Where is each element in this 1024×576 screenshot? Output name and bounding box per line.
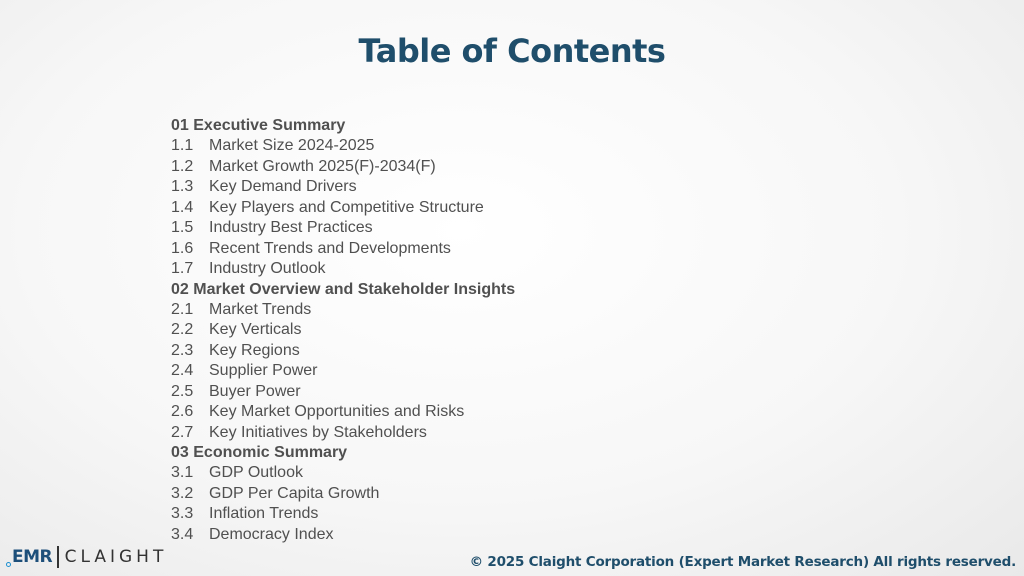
toc-item: [171, 402, 731, 422]
toc-item-label: Democracy Index: [209, 525, 334, 543]
toc-item-label: GDP Per Capita Growth: [209, 484, 380, 502]
toc-item: [171, 361, 731, 381]
toc-item: [171, 157, 731, 177]
toc-section-heading: 03 Economic Summary: [171, 444, 348, 461]
toc-section-heading: 02 Market Overview and Stakeholder Insights: [171, 280, 516, 298]
toc-item-label: Industry Outlook: [209, 260, 326, 278]
page-title: Table of Contents: [358, 32, 666, 70]
toc-item: [171, 320, 731, 340]
toc-item-number: 1.3: [171, 178, 194, 196]
toc-item-number: 2.2: [171, 321, 194, 339]
toc-item: [171, 341, 731, 361]
toc-item-label: Industry Best Practices: [209, 219, 373, 237]
toc-item: [171, 218, 731, 238]
toc-item-label: Key Verticals: [209, 321, 302, 339]
toc-section-heading: 01 Executive Summary: [171, 117, 346, 134]
toc-item-label: Supplier Power: [209, 362, 318, 380]
toc-item-number: 1.6: [171, 239, 194, 257]
logo-emr-text: EMR: [12, 547, 53, 567]
toc-item-label: Recent Trends and Developments: [209, 239, 451, 257]
company-logo: [6, 542, 167, 572]
logo-dot-icon: [6, 562, 11, 567]
toc-item-number: 3.3: [171, 505, 194, 523]
toc-item-number: 3.1: [171, 464, 194, 482]
toc-item-label: Key Initiatives by Stakeholders: [209, 423, 427, 441]
toc-item-number: 2.7: [171, 423, 194, 441]
toc-item-number: 1.5: [171, 219, 194, 237]
toc-item: [171, 382, 731, 402]
toc-item: [171, 136, 731, 156]
toc-item-label: GDP Outlook: [209, 464, 303, 482]
copyright-footer: © 2025 Claight Corporation (Expert Market Research) All rights reserved.: [469, 554, 1016, 570]
toc-item-number: 1.4: [171, 198, 194, 216]
toc-item-number: 2.3: [171, 341, 194, 359]
toc-item: [171, 463, 731, 483]
toc-item-label: Inflation Trends: [209, 505, 319, 523]
table-of-contents: [171, 116, 731, 545]
logo-claight: CLAIGHT: [64, 547, 168, 567]
toc-item: [171, 423, 731, 443]
toc-item-number: 2.4: [171, 362, 194, 380]
toc-item: [171, 484, 731, 504]
toc-item: [171, 504, 731, 524]
toc-item-label: Market Growth 2025(F)-2034(F): [209, 157, 436, 175]
toc-item-number: 3.2: [171, 484, 194, 502]
logo-separator: [57, 546, 59, 568]
toc-item-number: 2.5: [171, 382, 194, 400]
logo-emr: [6, 547, 52, 567]
toc-item: [171, 239, 731, 259]
toc-item-number: 1.2: [171, 157, 194, 175]
toc-item-label: Key Regions: [209, 341, 300, 359]
toc-item: [171, 300, 731, 320]
toc-item-label: Market Size 2024-2025: [209, 137, 375, 155]
toc-item-label: Key Market Opportunities and Risks: [209, 403, 465, 421]
toc-item-number: 1.7: [171, 260, 194, 278]
toc-item: [171, 177, 731, 197]
toc-item: [171, 198, 731, 218]
toc-item-label: Key Players and Competitive Structure: [209, 198, 484, 216]
toc-item-number: 3.4: [171, 525, 194, 543]
toc-item-label: Key Demand Drivers: [209, 178, 357, 196]
toc-item-label: Market Trends: [209, 300, 312, 318]
toc-item-number: 2.1: [171, 300, 194, 318]
toc-item: [171, 525, 731, 545]
toc-item-number: 1.1: [171, 137, 194, 155]
toc-item: [171, 259, 731, 279]
toc-item-number: 2.6: [171, 403, 194, 421]
toc-item-label: Buyer Power: [209, 382, 301, 400]
